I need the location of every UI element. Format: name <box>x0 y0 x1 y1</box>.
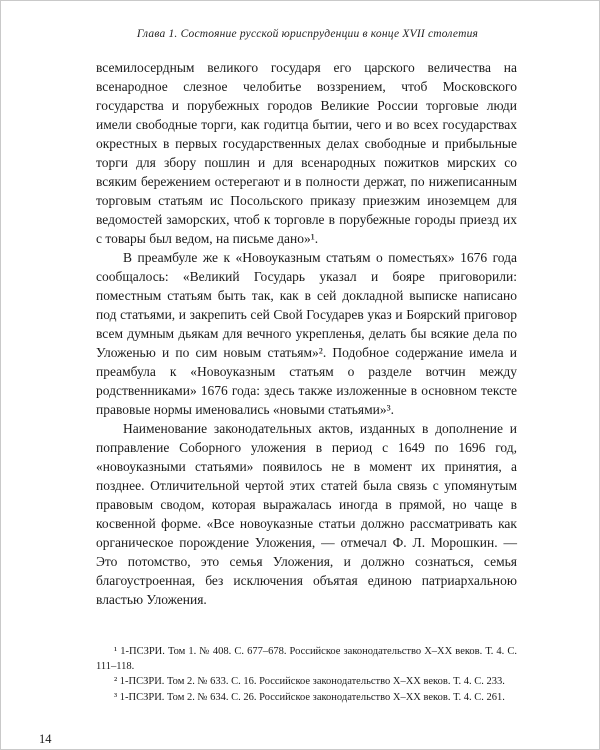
footnotes-section <box>96 645 517 706</box>
running-header: Глава 1. Состояние русской юриспруденции в конце XVII столетия <box>136 28 479 40</box>
footnote: ³ 1-ПСЗРИ. Том 2. № 634. С. 26. Российское законодательство X–XX веков. Т. 4. С. 261. <box>114 691 505 703</box>
body-paragraph: Наименование законодательных актов, изданных в дополнение и поправление Соборного уложения в период с 1649 по 1696 год, «новоуказными статьями» появилось не в момент их принятия, а позднее. Отличительной чертой этих статей была связь с упомянутым правовым сводом, которая выражалась иногда в прямой, но чаще в косвенной форме. «Все новоуказные статьи должно рассматривать как органическое порождение Уложения, — отмечал Ф. Л. Морошкин. — Это потомство, это семья Уложения, и должно сознаться, семья благоустроенная, без исключения объятая единою патриархальною властью Уложения. <box>96 421 517 607</box>
footnote: ¹ 1-ПСЗРИ. Том 1. № 408. С. 677–678. Российское законодательство X–XX веков. Т. 4. С. 111–118. <box>96 646 517 672</box>
body-text <box>96 58 517 609</box>
body-paragraph: всемилосердным великого государя его царского величества на всенародное слезное челобитье воззрением, чтоб Московского государства и порубежных городов Великие России торговые люди имели свободные торги, как годитца бытии, чего и во всех государствах окрестных в первых государственных делах свободные и прибыльные торги для збору пошлин и для всенародных пожитков мирских со всяким бережением остерегают и в полности держат, по нижеписанным торговым статьям ис Посольского приказу приезжим иноземцем для ведомостей заморских, чтоб к торговле в порубежные городы приезд их с товары был ведом, на письме дано»¹. <box>96 60 517 246</box>
body-paragraph: В преамбуле же к «Новоуказным статьям о поместьях» 1676 года сообщалось: «Великий Государь указал и бояре приговорили: поместным статьям быть так, как в сей докладной выписке написано под статьями, и закрепить сей Свой Государев указ и Боярский приговор всем думным дьякам для вечного укрепленья, делать бы всякие дела по Уложенью и по сим новым статьям»². Подобное содержание имела и преамбула к «Новоуказным статьям о разделе вотчин между родственниками» 1676 года: здесь также изложенные в основном тексте правовые нормы именовались «новыми статьями»³. <box>96 250 517 417</box>
footnote: ² 1-ПСЗРИ. Том 2. № 633. С. 16. Российское законодательство X–XX веков. Т. 4. С. 233. <box>114 676 505 687</box>
page-number: 14 <box>39 732 52 746</box>
